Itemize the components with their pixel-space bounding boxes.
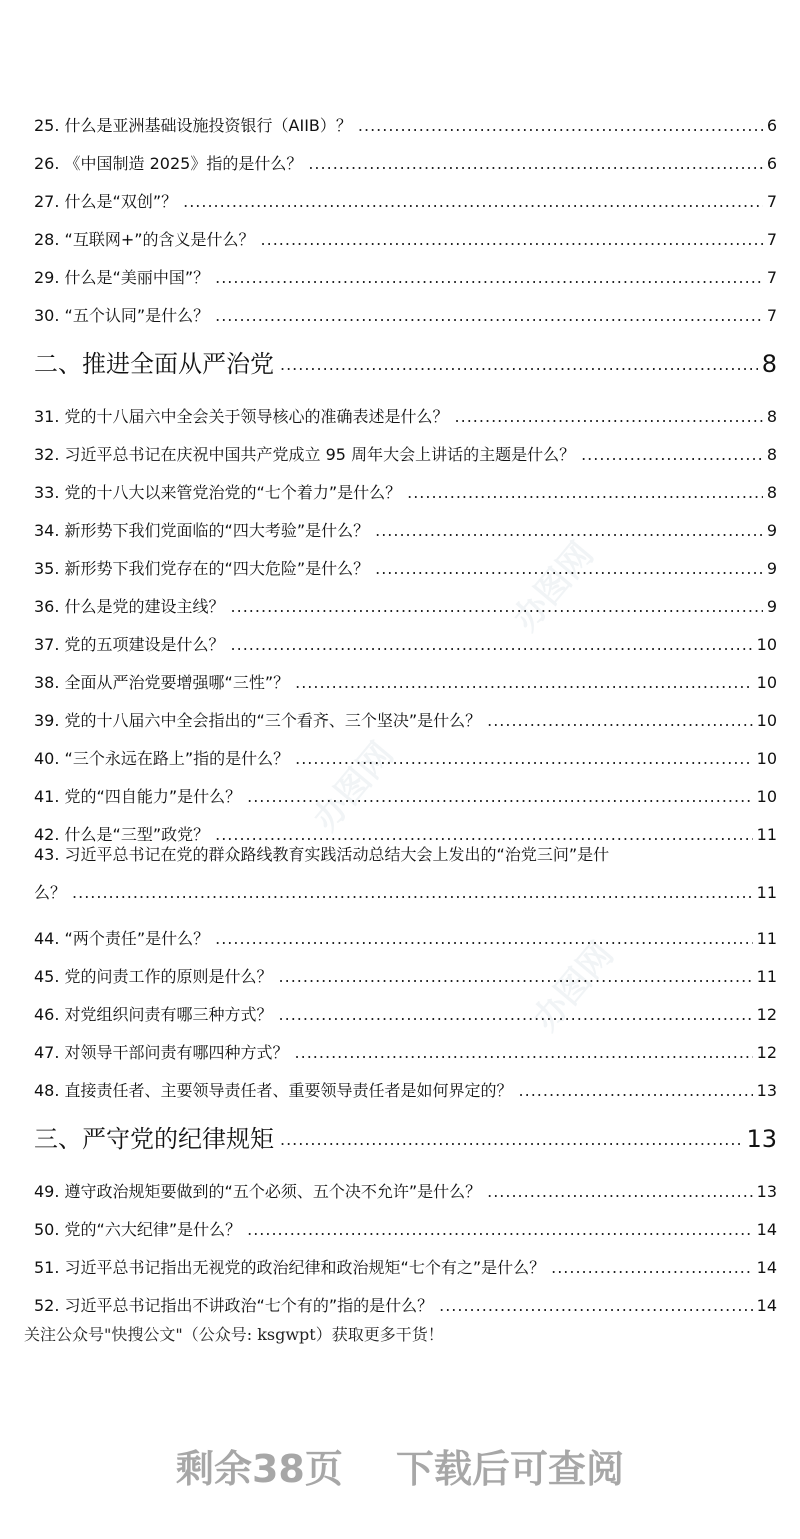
toc-entry-page: 6	[766, 154, 777, 173]
leader-dots	[280, 1130, 742, 1150]
toc-group-accountability	[34, 911, 777, 1101]
toc-entry[interactable]	[34, 212, 777, 250]
toc-entry-page: 6	[766, 116, 777, 135]
leader-dots	[358, 116, 763, 136]
toc-entry-page: 12	[756, 1005, 777, 1024]
toc-entry-text: 30. “五个认同”是什么？	[34, 306, 210, 325]
toc-section-page: 8	[761, 350, 777, 378]
leader-dots	[455, 407, 763, 427]
toc-section-heading[interactable]	[34, 332, 777, 379]
leader-dots	[487, 711, 753, 731]
toc-entry[interactable]	[34, 911, 777, 949]
toc-entry[interactable]	[34, 174, 777, 212]
toc-entry-page: 10	[756, 787, 777, 806]
toc-entry[interactable]	[34, 465, 777, 503]
toc-entry[interactable]	[34, 503, 777, 541]
toc-entry[interactable]	[34, 617, 777, 655]
toc-entry-text: 28. “互联网+”的含义是什么？	[34, 230, 255, 249]
toc-entry-page: 14	[756, 1220, 777, 1239]
leader-dots	[581, 445, 763, 465]
leader-dots	[295, 749, 753, 769]
leader-dots	[72, 883, 753, 903]
leader-dots	[407, 483, 763, 503]
leader-dots	[439, 1296, 753, 1316]
toc-entry-page: 13	[756, 1182, 777, 1201]
leader-dots	[279, 1005, 753, 1025]
toc-entry-text: 39. 党的十八届六中全会指出的“三个看齐、三个坚决”是什么？	[34, 711, 482, 730]
leader-dots	[375, 559, 763, 579]
toc-entry[interactable]	[34, 845, 777, 903]
leader-dots	[215, 306, 763, 326]
leader-dots	[231, 597, 763, 617]
toc-entry-text: 31. 党的十八届六中全会关于领导核心的准确表述是什么？	[34, 407, 449, 426]
leader-dots	[279, 967, 753, 987]
toc-entry-text: 44. “两个责任”是什么？	[34, 929, 210, 948]
toc-entry-page: 11	[756, 967, 777, 986]
toc-entry-text: 41. 党的“四自能力”是什么？	[34, 787, 242, 806]
watermark: 办图网	[505, 534, 602, 639]
toc-entry-page: 9	[766, 597, 777, 616]
toc-entry-page: 14	[756, 1296, 777, 1315]
toc-entry[interactable]	[34, 288, 777, 326]
toc-entry-page: 7	[766, 268, 777, 287]
leader-dots	[247, 787, 753, 807]
toc-entry[interactable]	[34, 136, 777, 174]
toc-entry-page: 14	[756, 1258, 777, 1277]
toc-entry-text: 34. 新形势下我们党面临的“四大考验”是什么？	[34, 521, 370, 540]
leader-dots	[487, 1182, 753, 1202]
toc-entry[interactable]	[34, 655, 777, 693]
toc-entry-page: 9	[766, 559, 777, 578]
toc-entry[interactable]	[34, 1164, 777, 1202]
leader-dots	[183, 192, 763, 212]
toc-entry[interactable]	[34, 1240, 777, 1278]
leader-dots	[215, 929, 753, 949]
toc-entry-page: 7	[766, 230, 777, 249]
toc-entry-text: 51. 习近平总书记指出无视党的政治纪律和政治规矩“七个有之”是什么？	[34, 1258, 546, 1277]
toc-entry-page: 7	[766, 306, 777, 325]
toc-entry-text: 27. 什么是“双创”？	[34, 192, 178, 211]
toc-entry-page: 11	[756, 883, 777, 902]
toc-entry-text: 45. 党的问责工作的原则是什么？	[34, 967, 273, 986]
leader-dots	[551, 1258, 753, 1278]
toc-entry[interactable]	[34, 98, 777, 136]
toc-entry-page: 7	[766, 192, 777, 211]
leader-dots	[375, 521, 763, 541]
toc-entry-text: 52. 习近平总书记指出不讲政治“七个有的”指的是什么？	[34, 1296, 434, 1315]
watermark: 办图网	[305, 734, 402, 839]
watermark: 办图网	[525, 934, 622, 1039]
leader-dots	[231, 635, 753, 655]
toc-entry[interactable]	[34, 389, 777, 427]
leader-dots	[519, 1081, 753, 1101]
toc-entry[interactable]	[34, 731, 777, 769]
toc-entry[interactable]	[34, 769, 777, 807]
toc-entry-page: 11	[756, 929, 777, 948]
toc-entry-page: 10	[756, 635, 777, 654]
toc-entry-page: 8	[766, 445, 777, 464]
toc-entry-text: 46. 对党组织问责有哪三种方式？	[34, 1005, 273, 1024]
toc-entry-text: 50. 党的“六大纪律”是什么？	[34, 1220, 242, 1239]
toc-entry-text: 36. 什么是党的建设主线？	[34, 597, 225, 616]
toc-entry-text: 25. 什么是亚洲基础设施投资银行（AIIB）？	[34, 116, 352, 135]
footer-notice: 关注公众号"快搜公文"（公众号: ksgwpt）获取更多干货！	[24, 1325, 444, 1344]
toc-entry-text: 38. 全面从严治党要增强哪“三性”？	[34, 673, 290, 692]
toc-entry-page: 10	[756, 673, 777, 692]
toc-entry-text: 42. 什么是“三型”政党？	[34, 825, 210, 844]
toc-section-title: 三、严守党的纪律规矩	[34, 1125, 274, 1153]
toc-entry[interactable]	[34, 1063, 777, 1101]
toc-entry-page: 13	[756, 1081, 777, 1100]
toc-entry-page: 10	[756, 749, 777, 768]
leader-dots	[280, 355, 758, 375]
toc-entry[interactable]	[34, 1025, 777, 1063]
toc-entry-text: 33. 党的十八大以来管党治党的“七个着力”是什么？	[34, 483, 402, 502]
toc-entry-text-line1: 43. 习近平总书记在党的群众路线教育实践活动总结大会上发出的“治党三问”是什	[34, 845, 610, 864]
leader-dots	[215, 268, 763, 288]
toc-entry-text: 29. 什么是“美丽中国”？	[34, 268, 210, 287]
leader-dots	[247, 1220, 753, 1240]
toc-section-page: 13	[746, 1125, 777, 1153]
toc-entry[interactable]	[34, 987, 777, 1025]
toc-entry-page: 12	[756, 1043, 777, 1062]
toc-entry[interactable]	[34, 1278, 777, 1316]
toc-entry-text: 26. 《中国制造 2025》指的是什么？	[34, 154, 303, 173]
toc-entry-text: 49. 遵守政治规矩要做到的“五个必须、五个决不允许”是什么？	[34, 1182, 482, 1201]
toc-section-title: 二、推进全面从严治党	[34, 350, 274, 378]
toc-entry-page: 8	[766, 407, 777, 426]
toc-group-economy	[34, 98, 777, 326]
leader-dots	[308, 154, 762, 174]
toc-entry-page: 9	[766, 521, 777, 540]
toc-entry[interactable]	[34, 1202, 777, 1240]
toc-entry[interactable]	[34, 541, 777, 579]
toc-entry-text: 40. “三个永远在路上”指的是什么？	[34, 749, 290, 768]
leader-dots	[295, 673, 753, 693]
toc-entry-text: 47. 对领导干部问责有哪四种方式？	[34, 1043, 289, 1062]
toc-entry[interactable]	[34, 579, 777, 617]
remaining-pages-banner[interactable]: 剩余38页 下载后可查阅	[175, 1447, 625, 1491]
toc-entry-page: 8	[766, 483, 777, 502]
toc-entry[interactable]	[34, 693, 777, 731]
toc-entry-page: 10	[756, 711, 777, 730]
toc-entry[interactable]	[34, 427, 777, 465]
toc-entry-text: 35. 新形势下我们党存在的“四大危险”是什么？	[34, 559, 370, 578]
toc-group-discipline	[34, 1164, 777, 1316]
toc-entry-text-line2: 么？	[34, 883, 67, 902]
toc-entry[interactable]	[34, 250, 777, 288]
toc-group-party	[34, 389, 777, 845]
leader-dots	[261, 230, 763, 250]
leader-dots	[215, 825, 753, 845]
toc-entry-page: 11	[756, 825, 777, 844]
toc-entry[interactable]	[34, 949, 777, 987]
leader-dots	[295, 1043, 753, 1063]
toc-entry-text: 32. 习近平总书记在庆祝中国共产党成立 95 周年大会上讲话的主题是什么？	[34, 445, 576, 464]
toc-entry-text: 48. 直接责任者、主要领导责任者、重要领导责任者是如何界定的？	[34, 1081, 513, 1100]
table-of-contents	[34, 98, 777, 1316]
toc-section-heading[interactable]	[34, 1107, 777, 1154]
toc-entry[interactable]	[34, 807, 777, 845]
toc-entry-text: 37. 党的五项建设是什么？	[34, 635, 225, 654]
